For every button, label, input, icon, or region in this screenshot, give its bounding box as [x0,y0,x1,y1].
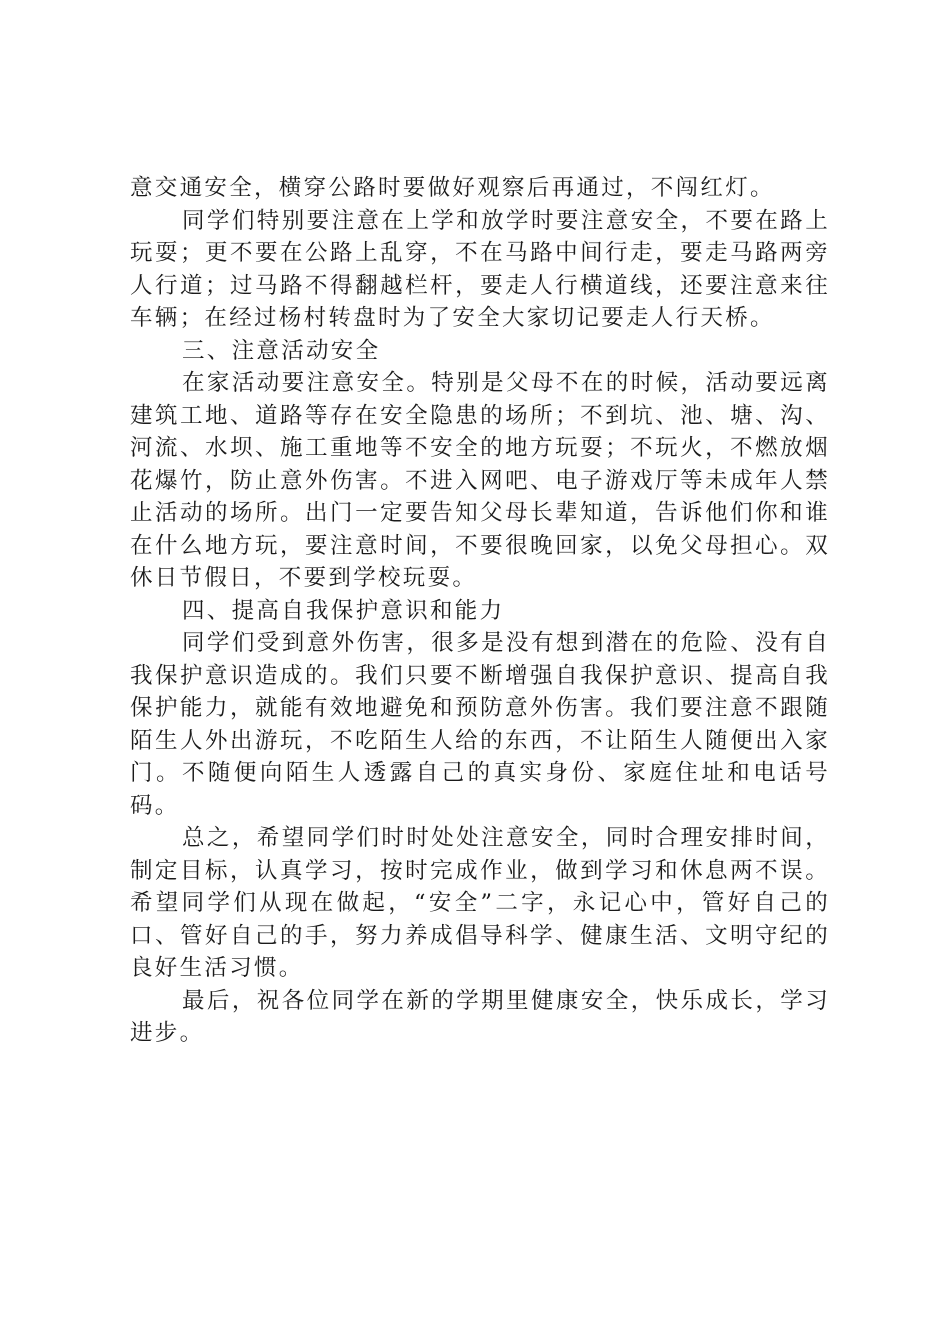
section-heading-self-protection: 四、提高自我保护意识和能力 [182,597,505,624]
paragraph-road-safety: 同学们特别要注意在上学和放学时要注意安全，不要在路上玩耍；更不要在公路上乱穿，不在马路中间行走，要走马路两旁人行道；过马路不得翻越栏杆，要走人行横道线，还要注意来往车辆；在经过杨村转盘时为了安全大家切记要走人行天桥。 [130,207,830,331]
section-heading-activity-safety: 三、注意活动安全 [182,337,381,364]
document-body [130,172,830,1050]
paragraph-self-protection: 同学们受到意外伤害，很多是没有想到潜在的危险、没有自我保护意识造成的。我们只要不断增强自我保护意识、提高自我保护能力，就能有效地避免和预防意外伤害。我们要注意不跟随陌生人外出游玩，不吃陌生人给的东西，不让陌生人随便出入家门。不随便向陌生人透露自己的真实身份、家庭住址和电话号码。 [130,630,830,819]
paragraph-summary: 总之，希望同学们时时处处注意安全，同时合理安排时间，制定目标，认真学习，按时完成作业，做到学习和休息两不误。希望同学们从现在做起，“安全”二字，永记心中，管好自己的口、管好自己的手，努力养成倡导科学、健康生活、文明守纪的良好生活习惯。 [130,825,830,981]
paragraph-continued: 意交通安全，横穿公路时要做好观察后再通过，不闯红灯。 [130,175,775,201]
paragraph-closing: 最后，祝各位同学在新的学期里健康安全，快乐成长，学习进步。 [130,987,830,1046]
paragraph-activity-safety: 在家活动要注意安全。特别是父母不在的时候，活动要远离建筑工地、道路等存在安全隐患的场所；不到坑、池、塘、沟、河流、水坝、施工重地等不安全的地方玩耍；不玩火，不燃放烟花爆竹，防止意外伤害。不进入网吧、电子游戏厅等未成年人禁止活动的场所。出门一定要告知父母长辈知道，告诉他们你和谁在什么地方玩，要注意时间，不要很晚回家，以免父母担心。双休日节假日，不要到学校玩耍。 [130,370,830,591]
